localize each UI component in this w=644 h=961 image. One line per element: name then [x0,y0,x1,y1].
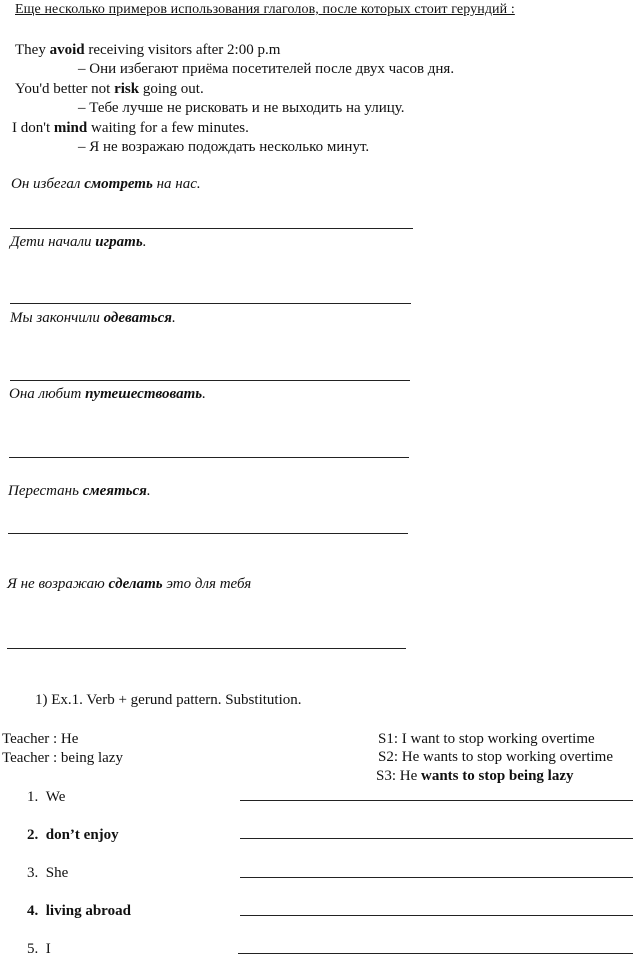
exercise-answer-line-5[interactable] [238,953,633,954]
exercise-item-4 [27,902,131,920]
page-header: Еще несколько примеров использования глаголов, после которых стоит герундий : [15,2,515,17]
prompt-text: Перестань [8,483,83,499]
item-number: 4. [27,903,39,919]
exercise-title: 1) Ex.1. Verb + gerund pattern. Substitution. [35,692,302,708]
teacher-cue-1: Teacher : He [2,731,79,747]
example-translation-1: – Они избегают приёма посетителей после двух часов дня. [78,61,455,77]
prompt-1 [11,176,201,193]
exercise-answer-line-4[interactable] [240,915,633,916]
example-sentence-3 [12,119,249,137]
item-number: 5. [27,941,39,957]
prompt-2 [10,234,146,251]
exercise-item-2 [27,826,119,844]
prompt-text: . [142,234,147,250]
example-text: I don't [12,120,54,136]
prompt-3 [10,310,176,327]
prompt-4 [9,386,206,403]
teacher-cue-2: Teacher : being lazy [2,750,123,766]
prompt-text: Я не возражаю [7,576,109,592]
student-response-3 [376,767,574,785]
example-text: receiving visitors after 2:00 p.m [84,42,281,58]
example-verb: risk [114,81,140,97]
exercise-item-1 [27,788,65,806]
student-text-bold: wants to stop being lazy [421,768,574,784]
answer-line-3[interactable] [10,380,410,381]
answer-line-6[interactable] [7,648,406,649]
prompt-text: Он избегал [11,176,85,192]
exercise-item-5 [27,940,51,958]
student-text: S2: He wants to stop working overtime [378,749,613,765]
exercise-answer-line-2[interactable] [240,838,633,839]
prompt-text: Она любит [9,386,86,402]
prompt-verb: путешествовать [85,386,203,402]
example-translation-3: – Я не возражаю подождать несколько минут. [78,139,370,155]
answer-line-4[interactable] [9,457,409,458]
example-text: waiting for a few minutes. [87,120,249,136]
item-text: We [45,789,66,805]
answer-line-2[interactable] [10,303,411,304]
item-number: 3. [27,865,39,881]
prompt-text: Дети начали [10,234,96,250]
item-text: I [45,941,51,957]
item-number: 2. [27,827,39,843]
prompt-text: . [172,310,176,326]
item-text: don’t enjoy [45,827,119,843]
prompt-verb: смеяться [82,483,147,499]
example-verb: mind [53,120,88,136]
example-sentence-1 [15,41,280,59]
item-number: 1. [27,789,39,805]
example-text: You'd better not [15,81,115,97]
exercise-answer-line-3[interactable] [240,877,633,878]
answer-line-5[interactable] [8,533,408,534]
item-text: living abroad [45,903,131,919]
prompt-text: на нас. [152,176,201,192]
item-text: She [45,865,69,881]
exercise-item-3 [27,864,68,882]
exercise-answer-line-1[interactable] [240,800,633,801]
prompt-verb: играть [95,234,143,250]
student-response-2 [378,748,613,766]
example-translation-2: – Тебе лучше не рисковать и не выходить на улицу. [78,100,405,116]
student-text: S1: I want to stop working overtime [378,731,595,747]
student-response-1 [378,730,595,748]
prompt-text: это для тебя [162,576,252,592]
prompt-verb: одеваться [103,310,173,326]
answer-line-1[interactable] [10,228,413,229]
example-text: going out. [139,81,204,97]
prompt-text: Мы закончили [10,310,104,326]
student-text: S3: He [376,768,421,784]
prompt-verb: смотреть [84,176,153,192]
prompt-verb: сделать [108,576,163,592]
example-text: They [15,42,50,58]
prompt-text: . [146,483,151,499]
prompt-5 [8,483,151,500]
example-verb: avoid [49,42,85,58]
example-sentence-2 [15,80,204,98]
prompt-text: . [202,386,206,402]
prompt-6 [7,576,251,593]
